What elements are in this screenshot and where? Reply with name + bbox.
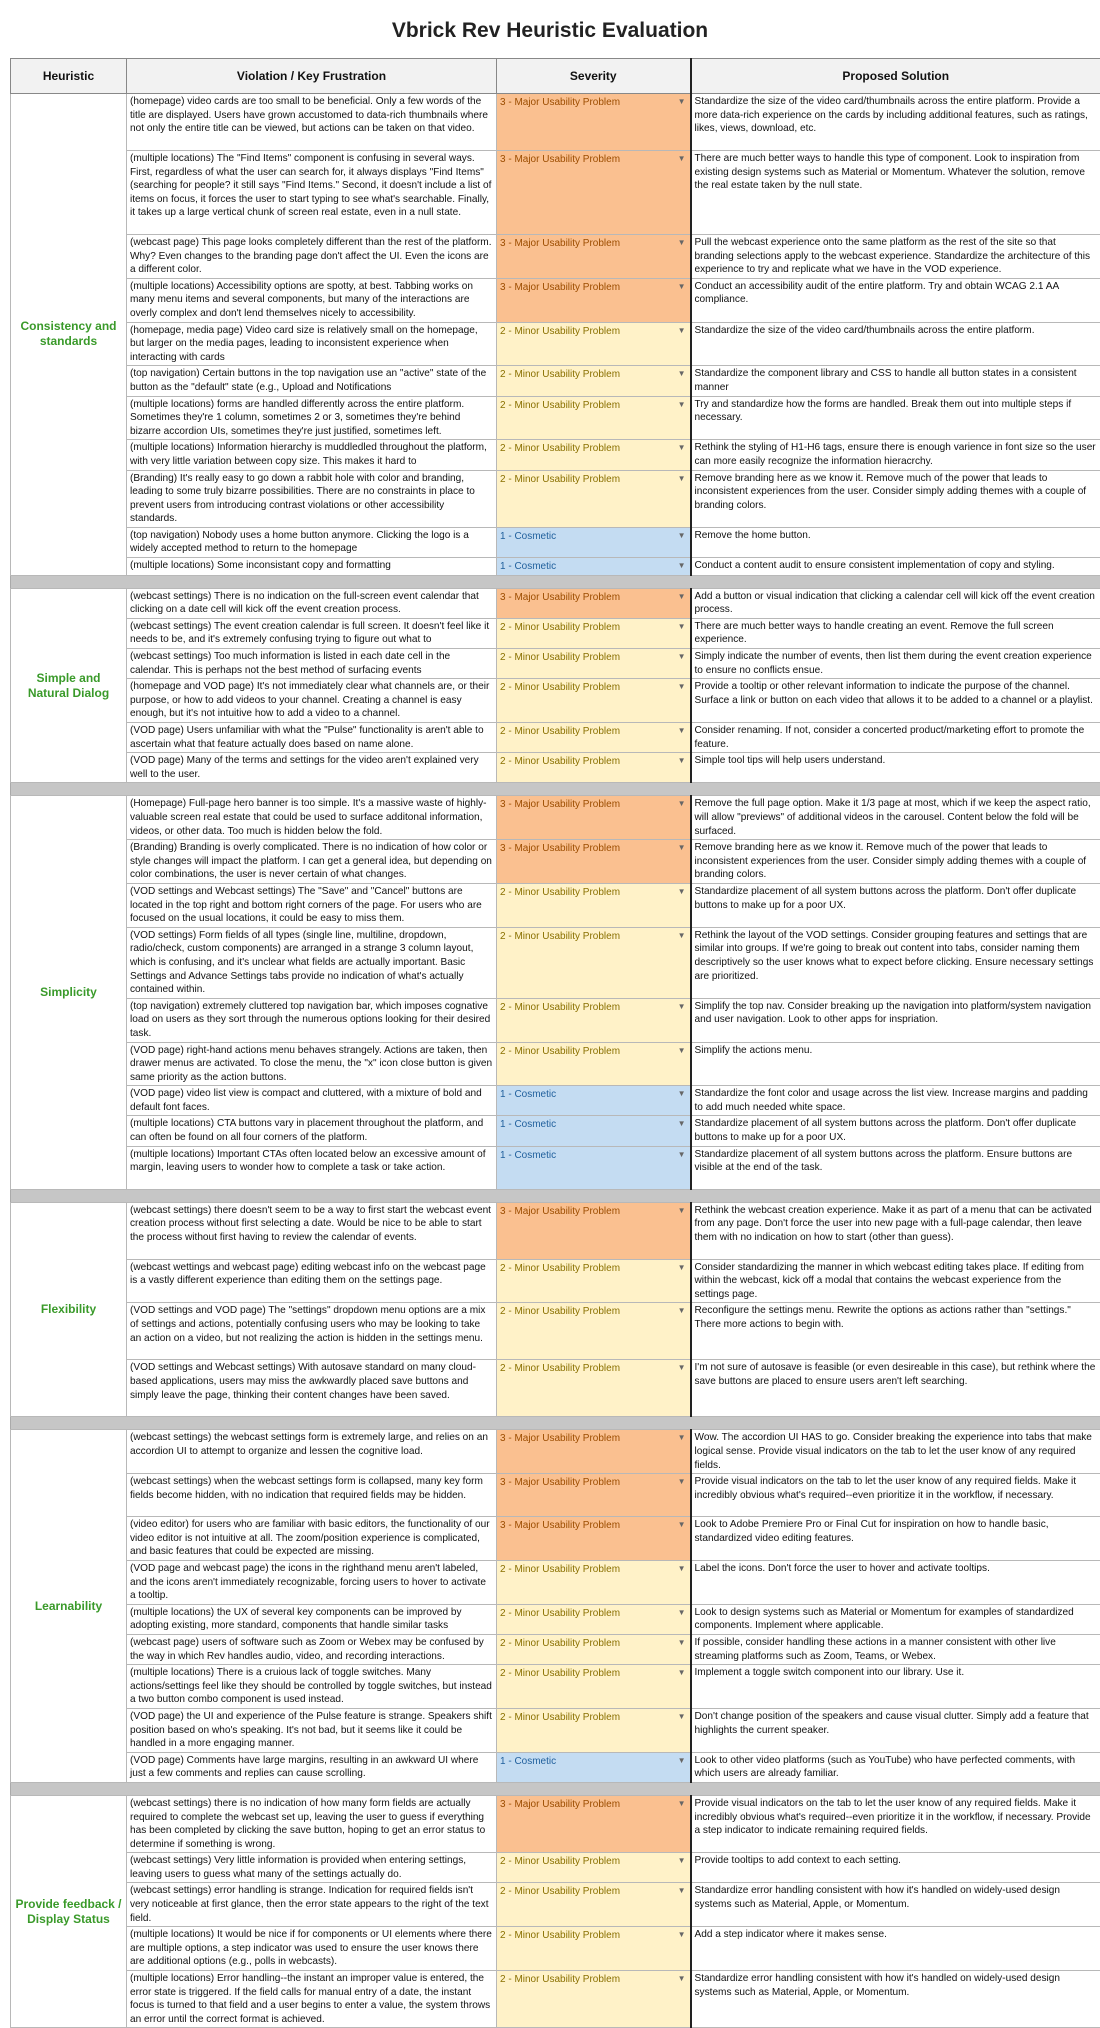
severity-dropdown[interactable] [497, 322, 691, 366]
evaluation-sheet [10, 58, 1100, 2028]
violation-cell: (Branding) Branding is overly complicated. There is no indication of how color or style changes will impact the platform. I can get a general idea, but depending on color combinations, the user is never certain of what changes. [127, 840, 497, 884]
severity-dropdown[interactable] [497, 1795, 691, 1852]
dropdown-arrow-icon[interactable]: ▼ [678, 1475, 686, 1489]
severity-dropdown[interactable] [497, 278, 691, 322]
header-severity: Severity [497, 59, 691, 94]
dropdown-arrow-icon[interactable]: ▼ [678, 1972, 686, 1986]
dropdown-arrow-icon[interactable]: ▼ [678, 559, 686, 573]
heuristic-label: Consistency and standards [11, 94, 127, 576]
table-row [11, 1665, 1100, 1709]
dropdown-arrow-icon[interactable]: ▼ [678, 1562, 686, 1576]
table-row [11, 470, 1100, 527]
violation-cell: (webcast settings) Very little information is provided when entering settings, leaving users to guess what many of the settings actually do. [127, 1853, 497, 1883]
separator-cell [11, 1189, 1100, 1202]
solution-cell: Standardize placement of all system buttons across the platform. Don't offer duplicate buttons to make up for a poor UX. [691, 1116, 1100, 1146]
table-row [11, 588, 1100, 618]
severity-label: 2 - Minor Usability Problem [500, 1363, 620, 1374]
dropdown-arrow-icon[interactable]: ▼ [678, 1606, 686, 1620]
severity-dropdown[interactable] [497, 927, 691, 998]
separator-cell [11, 575, 1100, 588]
violation-cell: (VOD page) the UI and experience of the Pulse feature is strange. Speakers shift position based on who's speaking. It's not bad, but it seems like it could be handled in a more engaging manner. [127, 1708, 497, 1752]
severity-dropdown[interactable] [497, 1604, 691, 1634]
severity-dropdown[interactable] [497, 840, 691, 884]
header-heuristic: Heuristic [11, 59, 127, 94]
violation-cell: (Homepage) Full-page hero banner is too simple. It's a massive waste of highly-valuable screen real estate that could be used to surface additonal information, videos, or other data. Too much is hidden below the fold. [127, 796, 497, 840]
table-row [11, 883, 1100, 927]
dropdown-arrow-icon[interactable]: ▼ [678, 1044, 686, 1058]
severity-dropdown[interactable] [497, 1202, 691, 1259]
severity-dropdown[interactable] [497, 679, 691, 723]
table-row [11, 1883, 1100, 1927]
solution-cell: Standardize error handling consistent with how it's handled on widely-used design systems such as Material, Apple, or Momentum. [691, 1971, 1100, 2028]
solution-cell: Don't change position of the speakers and cause visual clutter. Simply add a feature that highlights the current speaker. [691, 1708, 1100, 1752]
solution-cell: There are much better ways to handle creating an event. Remove the full screen experience. [691, 618, 1100, 648]
table-row [11, 1042, 1100, 1086]
severity-label: 1 - Cosmetic [500, 531, 556, 542]
severity-label: 1 - Cosmetic [500, 1089, 556, 1100]
table-row [11, 278, 1100, 322]
dropdown-arrow-icon[interactable]: ▼ [678, 95, 686, 109]
section-separator [11, 1782, 1100, 1795]
severity-dropdown[interactable] [497, 1927, 691, 1971]
dropdown-arrow-icon[interactable]: ▼ [678, 1431, 686, 1445]
solution-cell: Look to Adobe Premiere Pro or Final Cut for inspiration on how to handle basic, standardized video editing features. [691, 1517, 1100, 1561]
severity-dropdown[interactable] [497, 1883, 691, 1927]
solution-cell: Remove the full page option. Make it 1/3 page at most, which if we keep the aspect ratio, will allow "previews" of additional videos in the carousel. Content below the fold will be surfaced. [691, 796, 1100, 840]
table-row [11, 1752, 1100, 1782]
dropdown-arrow-icon[interactable]: ▼ [678, 1666, 686, 1680]
table-row [11, 1146, 1100, 1189]
dropdown-arrow-icon[interactable]: ▼ [678, 1000, 686, 1014]
severity-dropdown[interactable] [497, 883, 691, 927]
table-row [11, 322, 1100, 366]
dropdown-arrow-icon[interactable]: ▼ [678, 472, 686, 486]
dropdown-arrow-icon[interactable]: ▼ [678, 724, 686, 738]
solution-cell: Provide visual indicators on the tab to let the user know of any required fields. Make it incredibly obvious what's required--even prioritize it in the workflow, if necessary. [691, 1474, 1100, 1517]
solution-cell: Simply indicate the number of events, then list them during the event creation experience to ensure no conflicts ensue. [691, 649, 1100, 679]
violation-cell: (multiple locations) It would be nice if for components or UI elements where there are multiple options, a step indicator was used to ensure the user knows there are additional options (e.g., polls in webcasts). [127, 1927, 497, 1971]
severity-dropdown[interactable] [497, 1708, 691, 1752]
severity-label: 2 - Minor Usability Problem [500, 1002, 620, 1013]
severity-dropdown[interactable] [497, 151, 691, 235]
severity-dropdown[interactable] [497, 1561, 691, 1605]
severity-label: 2 - Minor Usability Problem [500, 1856, 620, 1867]
violation-cell: (multiple locations) The "Find Items" component is confusing in several ways. First, regardless of what the user can search for, it always displays "Find Items" (searching for people? it still says "Find Items." Second, it doesn't include a list of items on focus, it forces the user to start typing to see what's searchable. Finally, it takes up a large vertical chunk of screen real estate, even in a null state. [127, 151, 497, 235]
severity-dropdown[interactable] [497, 235, 691, 279]
dropdown-arrow-icon[interactable]: ▼ [678, 1304, 686, 1318]
dropdown-arrow-icon[interactable]: ▼ [678, 680, 686, 694]
table-row [11, 1517, 1100, 1561]
solution-cell: Implement a toggle switch component into our library. Use it. [691, 1665, 1100, 1709]
violation-cell: (webcast settings) The event creation calendar is full screen. It doesn't feel like it needs to be, and it's extremely confusing trying to figure out what to [127, 618, 497, 648]
severity-label: 3 - Major Usability Problem [500, 799, 620, 810]
dropdown-arrow-icon[interactable]: ▼ [678, 1797, 686, 1811]
violation-cell: (VOD settings and Webcast settings) With autosave standard on many cloud-based applications, users may miss the awkwardly placed save buttons and simply leave the page, thinking their content changes have been saved. [127, 1360, 497, 1417]
dropdown-arrow-icon[interactable]: ▼ [678, 1087, 686, 1101]
table-row [11, 1303, 1100, 1360]
solution-cell: Consider standardizing the manner in which webcast editing takes place. If editing from within the webcast, kick off a modal that contains the webcast experience from the settings page. [691, 1259, 1100, 1303]
severity-label: 3 - Major Usability Problem [500, 1520, 620, 1531]
violation-cell: (top navigation) Certain buttons in the top navigation use an "active" state of the button as the "default" state (e.g., Upload and Notifications [127, 366, 497, 396]
violation-cell: (webcast settings) there doesn't seem to be a way to first start the webcast event creation process without first selecting a date. Would be nice to be able to start the process without first having to review the calendar of events. [127, 1202, 497, 1259]
violation-cell: (VOD page) Comments have large margins, resulting in an awkward UI where just a few comments and replies can cause scrolling. [127, 1752, 497, 1782]
table-row [11, 649, 1100, 679]
solution-cell: Simple tool tips will help users understand. [691, 753, 1100, 783]
dropdown-arrow-icon[interactable]: ▼ [678, 797, 686, 811]
solution-cell: Rethink the layout of the VOD settings. Consider grouping features and settings that are similar into groups. If we're going to break out content into tabs, consider naming them descriptively so the user knows what to expect before clicking. Ensure necessary settings are prioritized. [691, 927, 1100, 998]
severity-label: 2 - Minor Usability Problem [500, 756, 620, 767]
violation-cell: (VOD page) Many of the terms and settings for the video aren't explained very well to the user. [127, 753, 497, 783]
solution-cell: Add a button or visual indication that clicking a calendar cell will kick off the event creation process. [691, 588, 1100, 618]
table-row [11, 753, 1100, 783]
severity-dropdown[interactable] [497, 1303, 691, 1360]
solution-cell: Rethink the styling of H1-H6 tags, ensure there is enough varience in font size so the user can more easily recognize the information hieracrchy. [691, 440, 1100, 470]
severity-dropdown[interactable] [497, 366, 691, 396]
severity-dropdown[interactable] [497, 588, 691, 618]
solution-cell: Standardize the size of the video card/thumbnails across the entire platform. Provide a more data-rich experience on the cards by including additional features, such as ratings, likes, views, download, etc. [691, 94, 1100, 151]
table-row [11, 1853, 1100, 1883]
severity-label: 2 - Minor Usability Problem [500, 1930, 620, 1941]
dropdown-arrow-icon[interactable]: ▼ [678, 1636, 686, 1650]
dropdown-arrow-icon[interactable]: ▼ [678, 280, 686, 294]
solution-cell: Provide tooltips to add context to each setting. [691, 1853, 1100, 1883]
table-row [11, 927, 1100, 998]
violation-cell: (VOD page) video list view is compact and cluttered, with a mixture of bold and default font faces. [127, 1086, 497, 1116]
severity-dropdown[interactable] [497, 1116, 691, 1146]
violation-cell: (webcast settings) there is no indication of how many form fields are actually required to complete the webcast set up, leaving the user to guess if everything has been completed by clicking the save button, hoping to get an error status to determine if something is wrong. [127, 1795, 497, 1852]
severity-dropdown[interactable] [497, 1474, 691, 1517]
table-row [11, 998, 1100, 1042]
table-row [11, 366, 1100, 396]
severity-dropdown[interactable] [497, 1517, 691, 1561]
solution-cell: Standardize error handling consistent with how it's handled on widely-used design systems such as Material, Apple, or Momentum. [691, 1883, 1100, 1927]
table-row [11, 679, 1100, 723]
dropdown-arrow-icon[interactable]: ▼ [678, 1754, 686, 1768]
table-row [11, 1604, 1100, 1634]
violation-cell: (top navigation) Nobody uses a home button anymore. Clicking the logo is a widely accepted method to return to the homepage [127, 527, 497, 557]
severity-dropdown[interactable] [497, 796, 691, 840]
heuristic-label: Flexibility [11, 1202, 127, 1417]
severity-label: 2 - Minor Usability Problem [500, 726, 620, 737]
violation-cell: (webcast settings) error handling is strange. Indication for required fields isn't very noticeable at first glance, then the error state appears to the right of the text field. [127, 1883, 497, 1927]
dropdown-arrow-icon[interactable]: ▼ [678, 1710, 686, 1724]
table-row [11, 1086, 1100, 1116]
severity-label: 2 - Minor Usability Problem [500, 1974, 620, 1985]
severity-label: 2 - Minor Usability Problem [500, 326, 620, 337]
severity-label: 2 - Minor Usability Problem [500, 682, 620, 693]
severity-dropdown[interactable] [497, 470, 691, 527]
solution-cell: Provide visual indicators on the tab to let the user know of any required fields. Make it incredibly obvious what's required--even prioritize it in the workflow, if necessary. Provide a step indicator to indicate remaining required fields. [691, 1795, 1100, 1852]
table-row [11, 840, 1100, 884]
violation-cell: (homepage and VOD page) It's not immediately clear what channels are, or their purpose, or how to add videos to your channel. Creating a channel is easy enough, but it's not intuitive how to add a video to a channel. [127, 679, 497, 723]
severity-dropdown[interactable] [497, 1259, 691, 1303]
violation-cell: (webcast page) users of software such as Zoom or Webex may be confused by the way in which Rev handles audio, video, and recording interactions. [127, 1634, 497, 1664]
solution-cell: Look to other video platforms (such as YouTube) who have perfected comments, with which users are already familiar. [691, 1752, 1100, 1782]
solution-cell: If possible, consider handling these actions in a manner consistent with other live streaming platforms such as Zoom, Teams, or Webex. [691, 1634, 1100, 1664]
severity-label: 2 - Minor Usability Problem [500, 1306, 620, 1317]
severity-dropdown[interactable] [497, 998, 691, 1042]
severity-label: 3 - Major Usability Problem [500, 282, 620, 293]
severity-dropdown[interactable] [497, 649, 691, 679]
violation-cell: (multiple locations) Information hierarchy is muddledled throughout the platform, with very little variation between copy size. This makes it hard to [127, 440, 497, 470]
solution-cell: Add a step indicator where it makes sense. [691, 1927, 1100, 1971]
table-row [11, 1634, 1100, 1664]
severity-dropdown[interactable] [497, 527, 691, 557]
solution-cell: Consider renaming. If not, consider a concerted product/marketing effort to promote the feature. [691, 723, 1100, 753]
heuristic-label: Simplicity [11, 796, 127, 1189]
solution-cell: Pull the webcast experience onto the same platform as the rest of the site so that branding selections apply to the webcast experience. Standardize the architecture of this experience to try and replicate what we have in the VOD experience. [691, 235, 1100, 279]
table-row [11, 1116, 1100, 1146]
dropdown-arrow-icon[interactable]: ▼ [678, 620, 686, 634]
severity-dropdown[interactable] [497, 1360, 691, 1417]
severity-label: 2 - Minor Usability Problem [500, 1668, 620, 1679]
dropdown-arrow-icon[interactable]: ▼ [678, 590, 686, 604]
dropdown-arrow-icon[interactable]: ▼ [678, 367, 686, 381]
severity-label: 1 - Cosmetic [500, 1756, 556, 1767]
dropdown-arrow-icon[interactable]: ▼ [678, 841, 686, 855]
violation-cell: (multiple locations) Important CTAs often located below an excessive amount of margin, leaving users to wonder how to complete a task or take action. [127, 1146, 497, 1189]
solution-cell: Standardize the font color and usage across the list view. Increase margins and padding to add much needed white space. [691, 1086, 1100, 1116]
severity-label: 3 - Major Usability Problem [500, 843, 620, 854]
violation-cell: (multiple locations) forms are handled differently across the entire platform. Sometimes they're 1 column, sometimes 2 or 3, sometimes they're behind bizarre accordion UIs, sometimes they're just justified, sometimes left. [127, 396, 497, 440]
violation-cell: (webcast page) This page looks completely different than the rest of the platform. Why? Even changes to the branding page don't affect the UI. Even the icons are a different color. [127, 235, 497, 279]
severity-label: 3 - Major Usability Problem [500, 1433, 620, 1444]
severity-label: 2 - Minor Usability Problem [500, 1046, 620, 1057]
severity-dropdown[interactable] [497, 396, 691, 440]
separator-cell [11, 1417, 1100, 1430]
section-separator [11, 783, 1100, 796]
severity-label: 3 - Major Usability Problem [500, 1477, 620, 1488]
severity-label: 2 - Minor Usability Problem [500, 1608, 620, 1619]
violation-cell: (multiple locations) the UX of several key components can be improved by adopting existing, more standard, components that handle similar tasks [127, 1604, 497, 1634]
table-row [11, 151, 1100, 235]
section-separator [11, 575, 1100, 588]
solution-cell: Conduct an accessibility audit of the entire platform. Try and obtain WCAG 2.1 AA compliance. [691, 278, 1100, 322]
solution-cell: Standardize the size of the video card/thumbnails across the entire platform. [691, 322, 1100, 366]
severity-dropdown[interactable] [497, 1634, 691, 1664]
solution-cell: Reconfigure the settings menu. Rewrite the options as actions rather than "settings." There more actions to begin with. [691, 1303, 1100, 1360]
violation-cell: (webcast settings) There is no indication on the full-screen event calendar that clicking on a date cell will kick off the event creation process. [127, 588, 497, 618]
severity-dropdown[interactable] [497, 753, 691, 783]
table-row [11, 1561, 1100, 1605]
dropdown-arrow-icon[interactable]: ▼ [678, 1884, 686, 1898]
solution-cell: Remove branding here as we know it. Remove much of the power that leads to inconsistent experiences from the user. Consider simply adding themes with a couple of branding colors. [691, 840, 1100, 884]
violation-cell: (webcast settings) Too much information is listed in each date cell in the calendar. This is perhaps not the best method of surfacing events [127, 649, 497, 679]
dropdown-arrow-icon[interactable]: ▼ [678, 1204, 686, 1218]
solution-cell: I'm not sure of autosave is feasible (or even desireable in this case), but rethink where the save buttons are placed to ensure users aren't left searching. [691, 1360, 1100, 1417]
dropdown-arrow-icon[interactable]: ▼ [678, 1361, 686, 1375]
violation-cell: (VOD page) right-hand actions menu behaves strangely. Actions are taken, then drawer menus are activated. To close the menu, the "x" icon close button is given same priority as the action buttons. [127, 1042, 497, 1086]
solution-cell: Remove branding here as we know it. Remove much of the power that leads to inconsistent experiences from the user. Consider simply adding themes with a couple of branding colors. [691, 470, 1100, 527]
severity-label: 2 - Minor Usability Problem [500, 1886, 620, 1897]
severity-label: 2 - Minor Usability Problem [500, 931, 620, 942]
dropdown-arrow-icon[interactable]: ▼ [678, 1117, 686, 1131]
dropdown-arrow-icon[interactable]: ▼ [678, 1854, 686, 1868]
solution-cell: Standardize placement of all system buttons across the platform. Ensure buttons are visible at the end of the task. [691, 1146, 1100, 1189]
violation-cell: (webcast wettings and webcast page) editing webcast info on the webcast page is a vastly different experience than editing them on the settings page. [127, 1259, 497, 1303]
severity-label: 3 - Major Usability Problem [500, 97, 620, 108]
dropdown-arrow-icon[interactable]: ▼ [678, 1148, 686, 1162]
dropdown-arrow-icon[interactable]: ▼ [678, 1518, 686, 1532]
severity-dropdown[interactable] [497, 1042, 691, 1086]
severity-label: 3 - Major Usability Problem [500, 238, 620, 249]
severity-label: 3 - Major Usability Problem [500, 592, 620, 603]
table-body [11, 94, 1100, 2028]
table-row [11, 1708, 1100, 1752]
severity-label: 3 - Major Usability Problem [500, 154, 620, 165]
dropdown-arrow-icon[interactable]: ▼ [678, 929, 686, 943]
severity-label: 2 - Minor Usability Problem [500, 400, 620, 411]
solution-cell: Rethink the webcast creation experience. Make it as part of a menu that can be activated from any page. Don't force the user into new page with a full-page calendar, then leave them with no indication on how to start (other than guess). [691, 1202, 1100, 1259]
violation-cell: (multiple locations) Error handling--the instant an improper value is entered, the error state is triggered. If the field calls for manual entry of a date, the instant focus is turned to that field and a user begins to enter a value, the system throws an error until the correct format is achieved. [127, 1971, 497, 2028]
dropdown-arrow-icon[interactable]: ▼ [678, 754, 686, 768]
severity-label: 3 - Major Usability Problem [500, 1206, 620, 1217]
violation-cell: (Branding) It's really easy to go down a rabbit hole with color and branding, leading to some truly bizarre possibilities. There are no constraints in place to prevent users from introducing contrast violations or other accessibility standards. [127, 470, 497, 527]
solution-cell: Try and standardize how the forms are handled. Break them out into multiple steps if necessary. [691, 396, 1100, 440]
table-row [11, 1971, 1100, 2028]
severity-label: 2 - Minor Usability Problem [500, 1564, 620, 1575]
dropdown-arrow-icon[interactable]: ▼ [678, 236, 686, 250]
violation-cell: (VOD settings) Form fields of all types (single line, multiline, dropdown, radio/check, custom components) are arranged in a strange 3 column layout, which is confusing, and it's unclear what fields are actually important. Basic Settings and Advance Settings tabs provide no indication of what's actually contained within. [127, 927, 497, 998]
solution-cell: Provide a tooltip or other relevant information to indicate the purpose of the channel. Surface a link or button on each video that allows it to be added to a channel or a playlist. [691, 679, 1100, 723]
table-row [11, 1430, 1100, 1474]
violation-cell: (homepage) video cards are too small to be beneficial. Only a few words of the title are displayed. Users have grown accustomed to data-rich thumbnails where not only the entire title can be viewed, but actions can be taken on that video. [127, 94, 497, 151]
violation-cell: (webcast settings) the webcast settings form is extremely large, and relies on an accordion UI to attempt to organize and lessen the cognitive load. [127, 1430, 497, 1474]
severity-dropdown[interactable] [497, 1752, 691, 1782]
solution-cell: Standardize placement of all system buttons across the platform. Don't offer duplicate buttons to make up for a poor UX. [691, 883, 1100, 927]
section-separator [11, 1189, 1100, 1202]
severity-dropdown[interactable] [497, 1853, 691, 1883]
dropdown-arrow-icon[interactable]: ▼ [678, 650, 686, 664]
solution-cell: Standardize the component library and CSS to handle all button states in a consistent manner [691, 366, 1100, 396]
severity-dropdown[interactable] [497, 618, 691, 648]
solution-cell: Simplify the actions menu. [691, 1042, 1100, 1086]
severity-label: 2 - Minor Usability Problem [500, 369, 620, 380]
severity-label: 2 - Minor Usability Problem [500, 1263, 620, 1274]
severity-dropdown[interactable] [497, 1971, 691, 2028]
dropdown-arrow-icon[interactable]: ▼ [678, 529, 686, 543]
severity-label: 2 - Minor Usability Problem [500, 652, 620, 663]
table-row [11, 1927, 1100, 1971]
table-row [11, 527, 1100, 557]
dropdown-arrow-icon[interactable]: ▼ [678, 152, 686, 166]
heuristic-label: Provide feedback / Display Status [11, 1795, 127, 2028]
severity-dropdown[interactable] [497, 440, 691, 470]
severity-label: 2 - Minor Usability Problem [500, 622, 620, 633]
violation-cell: (top navigation) extremely cluttered top navigation bar, which imposes cognative load on users as they sort through the numerous options looking for their desired task. [127, 998, 497, 1042]
dropdown-arrow-icon[interactable]: ▼ [678, 885, 686, 899]
table-row [11, 558, 1100, 576]
severity-dropdown[interactable] [497, 1146, 691, 1189]
violation-cell: (VOD settings and VOD page) The "settings" dropdown menu options are a mix of settings and actions, potentially confusing users who may be looking to take an action on a video, but not realizing the action is hidden in the settings menu. [127, 1303, 497, 1360]
solution-cell: Conduct a content audit to ensure consistent implementation of copy and styling. [691, 558, 1100, 576]
severity-label: 3 - Major Usability Problem [500, 1799, 620, 1810]
severity-dropdown[interactable] [497, 1086, 691, 1116]
severity-dropdown[interactable] [497, 558, 691, 576]
table-row [11, 1360, 1100, 1417]
table-row [11, 796, 1100, 840]
solution-cell: Remove the home button. [691, 527, 1100, 557]
severity-label: 2 - Minor Usability Problem [500, 887, 620, 898]
violation-cell: (VOD page and webcast page) the icons in the righthand menu aren't labeled, and the icons aren't immediately recognizable, forcing users to hover to activate a tooltip. [127, 1561, 497, 1605]
violation-cell: (VOD settings and Webcast settings) The "Save" and "Cancel" buttons are located in the top right and bottom right corners of the page. For users who are focused on the usual locations, it could be easy to miss them. [127, 883, 497, 927]
violation-cell: (webcast settings) when the webcast settings form is collapsed, many key form fields become hidden, with no indication that required fields may be hidden. [127, 1474, 497, 1517]
dropdown-arrow-icon[interactable]: ▼ [678, 1261, 686, 1275]
violation-cell: (VOD page) Users unfamiliar with what the "Pulse" functionality is aren't able to ascertain what that feature actually does based on name alone. [127, 723, 497, 753]
heuristic-table [10, 58, 1100, 2028]
severity-label: 1 - Cosmetic [500, 561, 556, 572]
table-row [11, 1795, 1100, 1852]
violation-cell: (multiple locations) There is a cruious lack of toggle switches. Many actions/settings feel like they should be controlled by toggle switches, but instead a two button combo component is used instead. [127, 1665, 497, 1709]
header-violation: Violation / Key Frustration [127, 59, 497, 94]
solution-cell: Look to design systems such as Material or Momentum for examples of standardized components. Implement where applicable. [691, 1604, 1100, 1634]
severity-dropdown[interactable] [497, 1430, 691, 1474]
violation-cell: (homepage, media page) Video card size is relatively small on the homepage, but larger on the media pages, leading to inconsistent experience when interacting with cards [127, 322, 497, 366]
table-row [11, 440, 1100, 470]
severity-dropdown[interactable] [497, 1665, 691, 1709]
separator-cell [11, 783, 1100, 796]
severity-label: 2 - Minor Usability Problem [500, 1712, 620, 1723]
header-row [11, 59, 1100, 94]
solution-cell: Simplify the top nav. Consider breaking up the navigation into platform/system navigation and user navigation. Look to other apps for inspriation. [691, 998, 1100, 1042]
solution-cell: Wow. The accordion UI HAS to go. Consider breaking the experience into tabs that make logical sense. Provide visual indicators on the tab to let the user know of any required fields. [691, 1430, 1100, 1474]
violation-cell: (video editor) for users who are familiar with basic editors, the functionality of our video editor is not intuitive at all. The zoom/position experience is complicated, and basic features that could be expected are missing. [127, 1517, 497, 1561]
violation-cell: (multiple locations) Accessibility options are spotty, at best. Tabbing works on many menu items and several components, but many of the interactions are overly complex and don't lend themselves nicely to accessibility. [127, 278, 497, 322]
page-title: Vbrick Rev Heuristic Evaluation [0, 0, 1100, 58]
violation-cell: (multiple locations) Some inconsistant copy and formatting [127, 558, 497, 576]
table-row [11, 1202, 1100, 1259]
dropdown-arrow-icon[interactable]: ▼ [678, 324, 686, 338]
header-solution: Proposed Solution [691, 59, 1100, 94]
table-row [11, 235, 1100, 279]
table-row [11, 1474, 1100, 1517]
solution-cell: There are much better ways to handle this type of component. Look to inspiration from existing design systems such as Material or Momentum. Whatever the solution, remove the real estate taken by the null state. [691, 151, 1100, 235]
severity-label: 2 - Minor Usability Problem [500, 443, 620, 454]
dropdown-arrow-icon[interactable]: ▼ [678, 441, 686, 455]
severity-label: 2 - Minor Usability Problem [500, 1638, 620, 1649]
severity-dropdown[interactable] [497, 723, 691, 753]
severity-dropdown[interactable] [497, 94, 691, 151]
severity-label: 2 - Minor Usability Problem [500, 474, 620, 485]
table-row [11, 1259, 1100, 1303]
table-row [11, 618, 1100, 648]
violation-cell: (multiple locations) CTA buttons vary in placement throughout the platform, and can often be found on all four corners of the platform. [127, 1116, 497, 1146]
table-row [11, 723, 1100, 753]
heuristic-label: Simple and Natural Dialog [11, 588, 127, 783]
dropdown-arrow-icon[interactable]: ▼ [678, 1928, 686, 1942]
section-separator [11, 1417, 1100, 1430]
severity-label: 1 - Cosmetic [500, 1150, 556, 1161]
heuristic-label: Learnability [11, 1430, 127, 1782]
table-row [11, 396, 1100, 440]
dropdown-arrow-icon[interactable]: ▼ [678, 398, 686, 412]
solution-cell: Label the icons. Don't force the user to hover and activate tooltips. [691, 1561, 1100, 1605]
separator-cell [11, 1782, 1100, 1795]
table-row [11, 94, 1100, 151]
severity-label: 1 - Cosmetic [500, 1119, 556, 1130]
